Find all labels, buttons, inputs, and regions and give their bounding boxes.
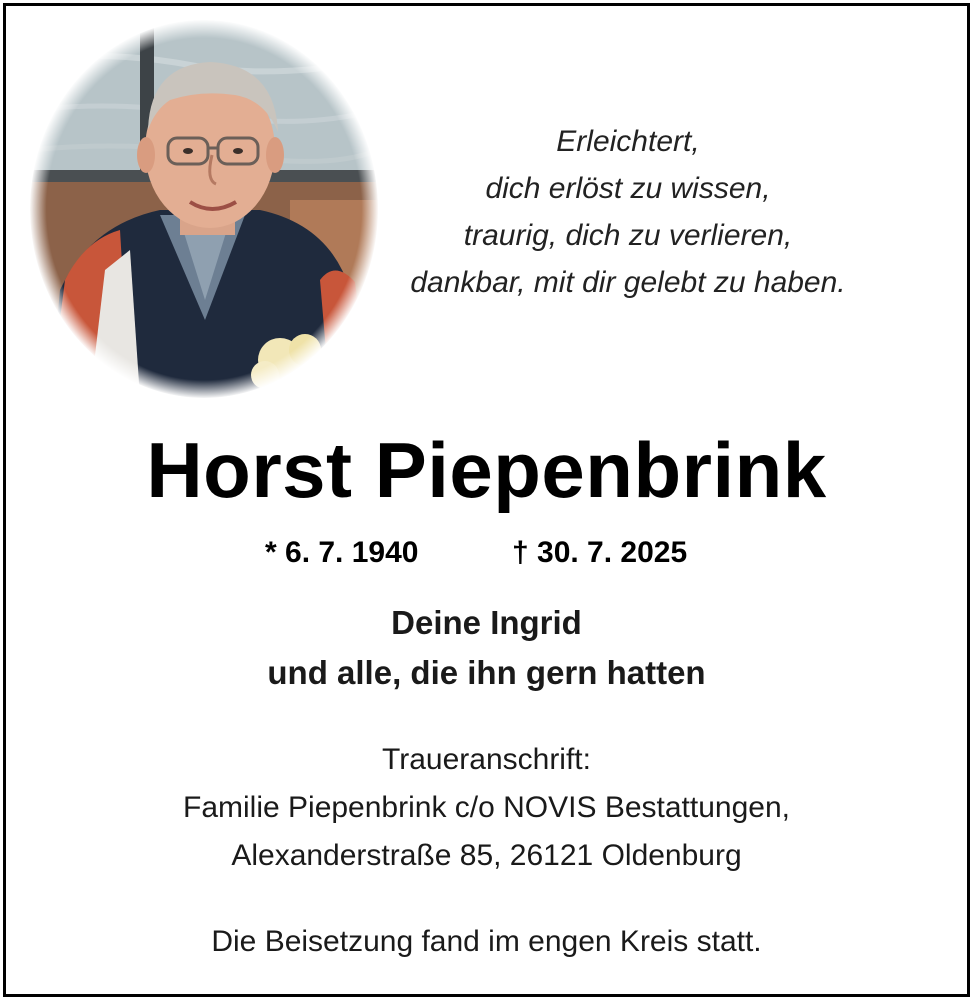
mourner-line: Deine Ingrid [391,604,582,641]
poem-line: dankbar, mit dir gelebt zu haben. [410,266,846,299]
poem-line: Erleichtert, [556,125,700,158]
portrait-photo [30,20,378,398]
deceased-name: Horst Piepenbrink [146,426,827,514]
poem-line: dich erlöst zu wissen, [485,172,771,205]
mourner-line: und alle, die ihn gern hatten [267,654,706,691]
birth-date: * 6. 7. 1940 [265,536,419,569]
mourning-address [0,736,973,880]
burial-notice: Die Beisetzung fand im engen Kreis statt. [211,925,762,958]
poem-verse [380,118,876,306]
mourners-block [0,598,973,698]
poem-line: traurig, dich zu verlieren, [463,219,793,252]
address-line: Alexanderstraße 85, 26121 Oldenburg [231,839,742,872]
address-label: Traueranschrift: [382,743,591,776]
death-date: † 30. 7. 2025 [512,536,688,569]
address-line: Familie Piepenbrink c/o NOVIS Bestattungen, [183,791,790,824]
